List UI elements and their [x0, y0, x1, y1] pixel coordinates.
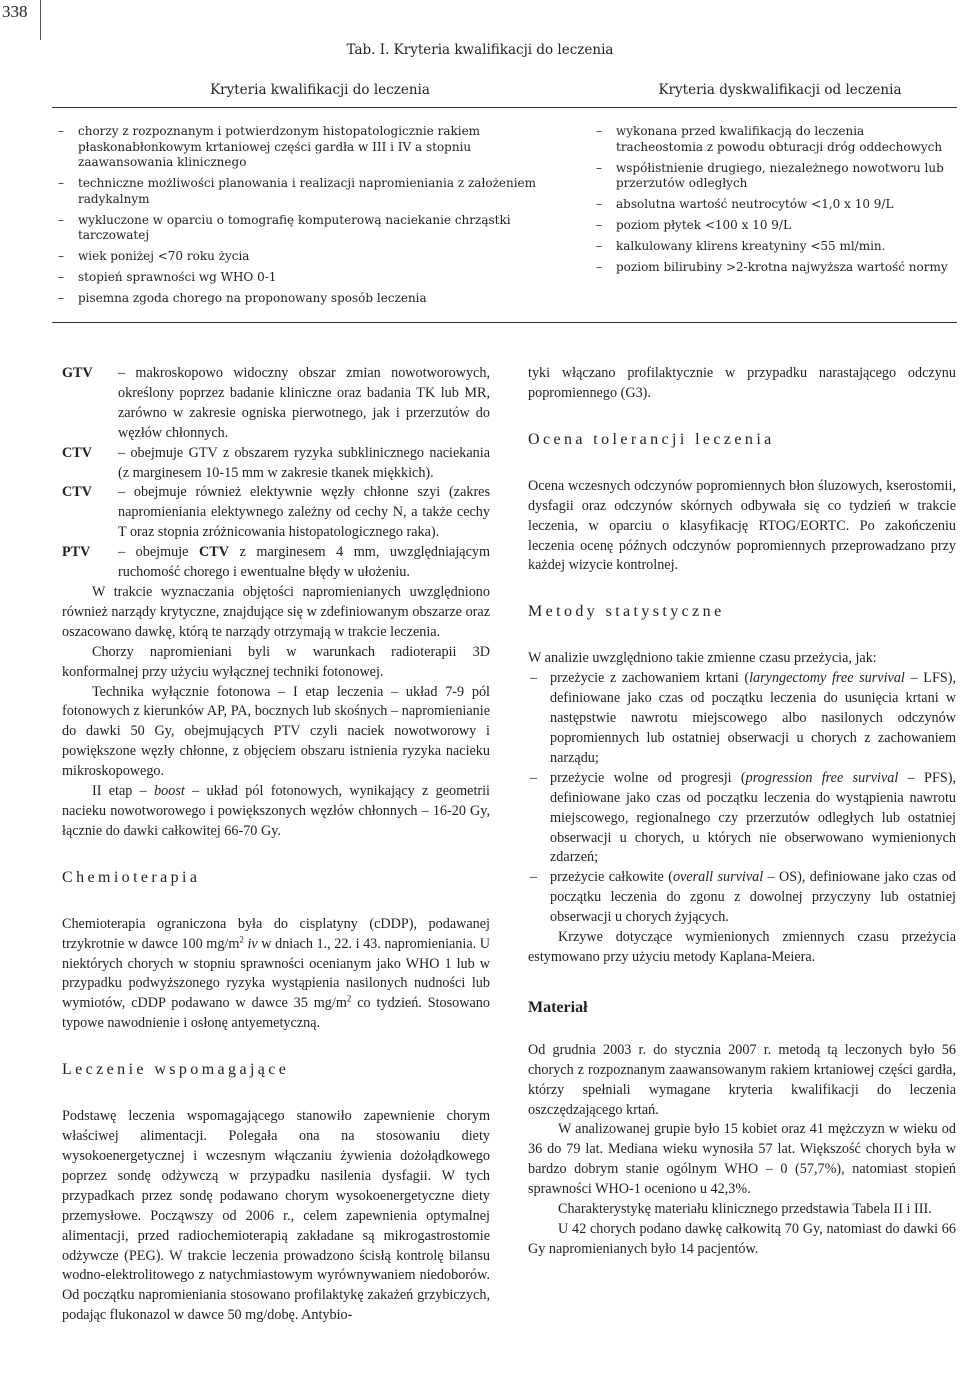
table-header-qualification: Kryteria kwalifikacji do leczenia [210, 82, 430, 98]
term: CTV [62, 444, 92, 461]
list-item: – absolutna wartość neutrocytów <1,0 x 10 9/L [594, 197, 954, 213]
table-header-disqualification: Kryteria dyskwalifikacji od leczenia [658, 82, 902, 98]
list-item: – przeżycie z zachowaniem krtani (laryngectomy free survival – LFS), definiowane jako czas od początku leczenia do usunięcia krtani w następstwie nawrotu miejscowego albo nasilonych odczynów popromiennych lub ostatniej obserwacji u chorych z zachowaniem narządu; [528, 669, 956, 769]
list-item: – współistnienie drugiego, niezależnego nowotworu lub przerzutów odległych [594, 161, 954, 192]
section-heading-statistics: Metody statystyczne [528, 603, 725, 621]
paragraph: Charakterystykę materiału klinicznego przedstawia Tabela II i III. [558, 1201, 932, 1218]
list-item: – pisemna zgoda chorego na proponowany sposób leczenia [56, 291, 556, 307]
list-item: – wiek poniżej <70 roku życia [56, 249, 556, 265]
definition-ctv-elective: CTV – obejmuje również elektywnie węzły chłonne szyi (zakres napromieniania elektywnego zależny od cechy N, a także cechy T oraz stopnia zróżnicowania histopatologicznego raka). [62, 484, 490, 541]
list-item: – techniczne możliwości planowania i realizacji napromieniania z założeniem radykalnym [56, 176, 556, 207]
term: CTV [62, 484, 92, 501]
term: PTV [62, 544, 91, 561]
paragraph: II etap – boost – układ pól fotonowych, wynikający z geometrii nacieku nowotworowego i powiększonych węzłów chłonnych – 16-20 Gy, łącznie do dawki całkowitej 66-70 Gy. [62, 783, 490, 839]
paragraph: Krzywe dotyczące wymienionych zmiennych czasu przeżycia estymowano przy użyciu metody Kaplana-Meiera. [528, 929, 956, 965]
list-item: – wykluczone w oparciu o tomografię komputerową naciekanie chrząstki tarczowatej [56, 213, 556, 244]
list-item: – poziom bilirubiny >2-krotna najwyższa wartość normy [594, 260, 954, 276]
paragraph: W trakcie wyznaczania objętości napromienianych uwzględniono również narządy krytyczne, znajdujące się w zdefiniowanym obszarze oraz oszacowano dawkę, którą te narządy otrzymają w trakcie leczenia. [62, 583, 490, 640]
table-rule-bottom [52, 322, 957, 323]
left-column [62, 364, 490, 1326]
paragraph: Ocena wczesnych odczynów popromiennych błon śluzowych, kserostomii, dysfagii oraz odczynów skórnych odbywała się co tydzień w trakcie leczenia, w oparciu o klasyfikację RTOG/EORTC. Po zakończeniu leczenia ocenę późnych odczynów popromiennych przeprowadzano przy każdej wizycie kontrolnej. [528, 477, 956, 574]
table-title: Tab. I. Kryteria kwalifikacji do leczenia [346, 42, 614, 58]
section-heading-supportive: Leczenie wspomagające [62, 1061, 290, 1079]
list-item: – kalkulowany klirens kreatyniny <55 ml/min. [594, 239, 954, 255]
disqualification-list [594, 124, 954, 281]
paragraph: Chorzy napromieniani byli w warunkach radioterapii 3D konformalnej przy użyciu wyłącznej techniki fotonowej. [62, 643, 490, 680]
term: GTV [62, 365, 93, 381]
page-number: 338 [2, 2, 28, 21]
qualification-list [56, 124, 556, 312]
list-item: – przeżycie całkowite (overall survival – OS), definiowane jako czas od początku leczenia do zgonu z dowolnej przyczyny lub ostatniej obserwacji u chorych żyjących. [528, 868, 956, 928]
list-item: – przeżycie wolne od progresji (progression free survival – PFS), definiowane jako czas od początku leczenia do wystąpienia nawrotu miejscowego, regionalnego czy przerzutów odległych lub ostatniej obserwacji u chorych, u których nie obserwowano wymienionych zdarzeń; [528, 769, 956, 869]
paragraph: U 42 chorych podano dawkę całkowitą 70 Gy, natomiast do dawki 66 Gy napromienianych było 14 pacjentów. [528, 1221, 956, 1257]
margin-rule [40, 0, 41, 40]
list-item: – chorzy z rozpoznanym i potwierdzonym histopatologicznie rakiem płaskonabłonkowym krtaniowej części gardła w III i IV a stopniu zaawansowania klinicznego [56, 124, 556, 171]
definition-ptv: PTV – obejmuje CTV z marginesem 4 mm, uwzględniającym ruchomość chorego i ewentualne błędy w ułożeniu. [62, 544, 490, 581]
table-rule-top [52, 107, 957, 108]
list-item: – poziom płytek <100 x 10 9/L [594, 218, 954, 234]
survival-list [528, 669, 956, 928]
right-column [528, 364, 956, 1260]
paragraph: Technika wyłącznie fotonowa – I etap leczenia – układ 7-9 pól fotonowych z kierunków AP, PA, bocznych lub skośnych – napromienianie do dawki 50 Gy, obejmujących PTV czyli naciek nowotworowy i powiększone węzły chłonne, z objęciem obszaru istnienia ryzyka nacieku mikroskopowego. [62, 683, 490, 780]
paragraph: W analizie uwzględniono takie zmienne czasu przeżycia, jak: [528, 650, 877, 667]
list-item: – stopień sprawności wg WHO 0-1 [56, 270, 556, 286]
paragraph: tyki włączano profilaktycznie w przypadku narastającego odczynu popromiennego (G3). [528, 365, 956, 401]
section-heading-tolerance: Ocena tolerancji leczenia [528, 430, 775, 448]
section-heading-material: Materiał [528, 998, 588, 1016]
paragraph: Podstawę leczenia wspomagającego stanowiło zapewnienie chorym właściwej alimentacji. Polegała ona na stosowaniu diety wysokoenergetycznej i wczesnym włączaniu żywienia dożołądkowego poprzez sondę odżywczą w przypadku nasilenia dysfagii. W tych przypadkach przez sondę podawano chorym wysokoenergetyczne diety przemysłowe. Począwszy od 2006 r., celem zapewnienia optymalnej alimentacji, przed radiochemioterapią zakładane są mikrogastrostomie odżywcze (PEG). W trakcie leczenia prowadzono ścisłą kontrolę bilansu wodno-elektrolitowego z natychmiastowym wyrównywaniem niedoborów. Od początku napromieniania stosowano profilaktykę zakażeń grzybiczych, podając flukonazol w dawce 50 mg/dobę. Antybio- [62, 1108, 490, 1324]
paragraph: W analizowanej grupie było 15 kobiet oraz 41 mężczyzn w wieku od 36 do 79 lat. Mediana wieku wynosiła 57 lat. Większość chorych była w bardzo dobrym stanie ogólnym WHO – 0 (57,7%), natomiast stopień sprawności WHO-1 oceniono u 42,3%. [528, 1121, 956, 1198]
list-item: – wykonana przed kwalifikacją do leczenia tracheostomia z powodu obturacji dróg oddechowych [594, 124, 954, 155]
definition-gtv: GTV – makroskopowo widoczny obszar zmian nowotworowych, określony poprzez badanie kliniczne oraz badania TK lub MR, zarówno w zakresie ogniska pierwotnego, jak i przerzutów do węzłów chłonnych. [62, 365, 490, 441]
paragraph: Chemioterapia ograniczona była do cisplatyny (cDDP), podawanej trzykrotnie w dawce 100 $mg/m^2$ iv w dniach 1., 22. i 43. napromieniania. U niektórych chorych w stopniu sprawności ocenianym jako WHO 1 lub w przypadku podwyższonego ryzyka wystąpienia nasilonych nudności lub wymiotów, cDDP podawano w dawce 35 $mg/m^2$ co tydzień. Stosowano typowe nawodnienie i osłonę antyemetyczną. [62, 915, 491, 1032]
paragraph: Od grudnia 2003 r. do stycznia 2007 r. metodą tą leczonych było 56 chorych z rozpoznanym zaawansowanym rakiem krtaniowej części gardła, którzy spełniali wymagane kryteria kwalifikacji do leczenia oszczędzającego krtań. [528, 1041, 956, 1118]
section-heading-chemotherapy: Chemioterapia [62, 868, 201, 886]
definition-ctv: CTV – obejmuje GTV z obszarem ryzyka subklinicznego naciekania (z marginesem 10-15 mm w zakresie tkanek miękkich). [62, 444, 490, 481]
